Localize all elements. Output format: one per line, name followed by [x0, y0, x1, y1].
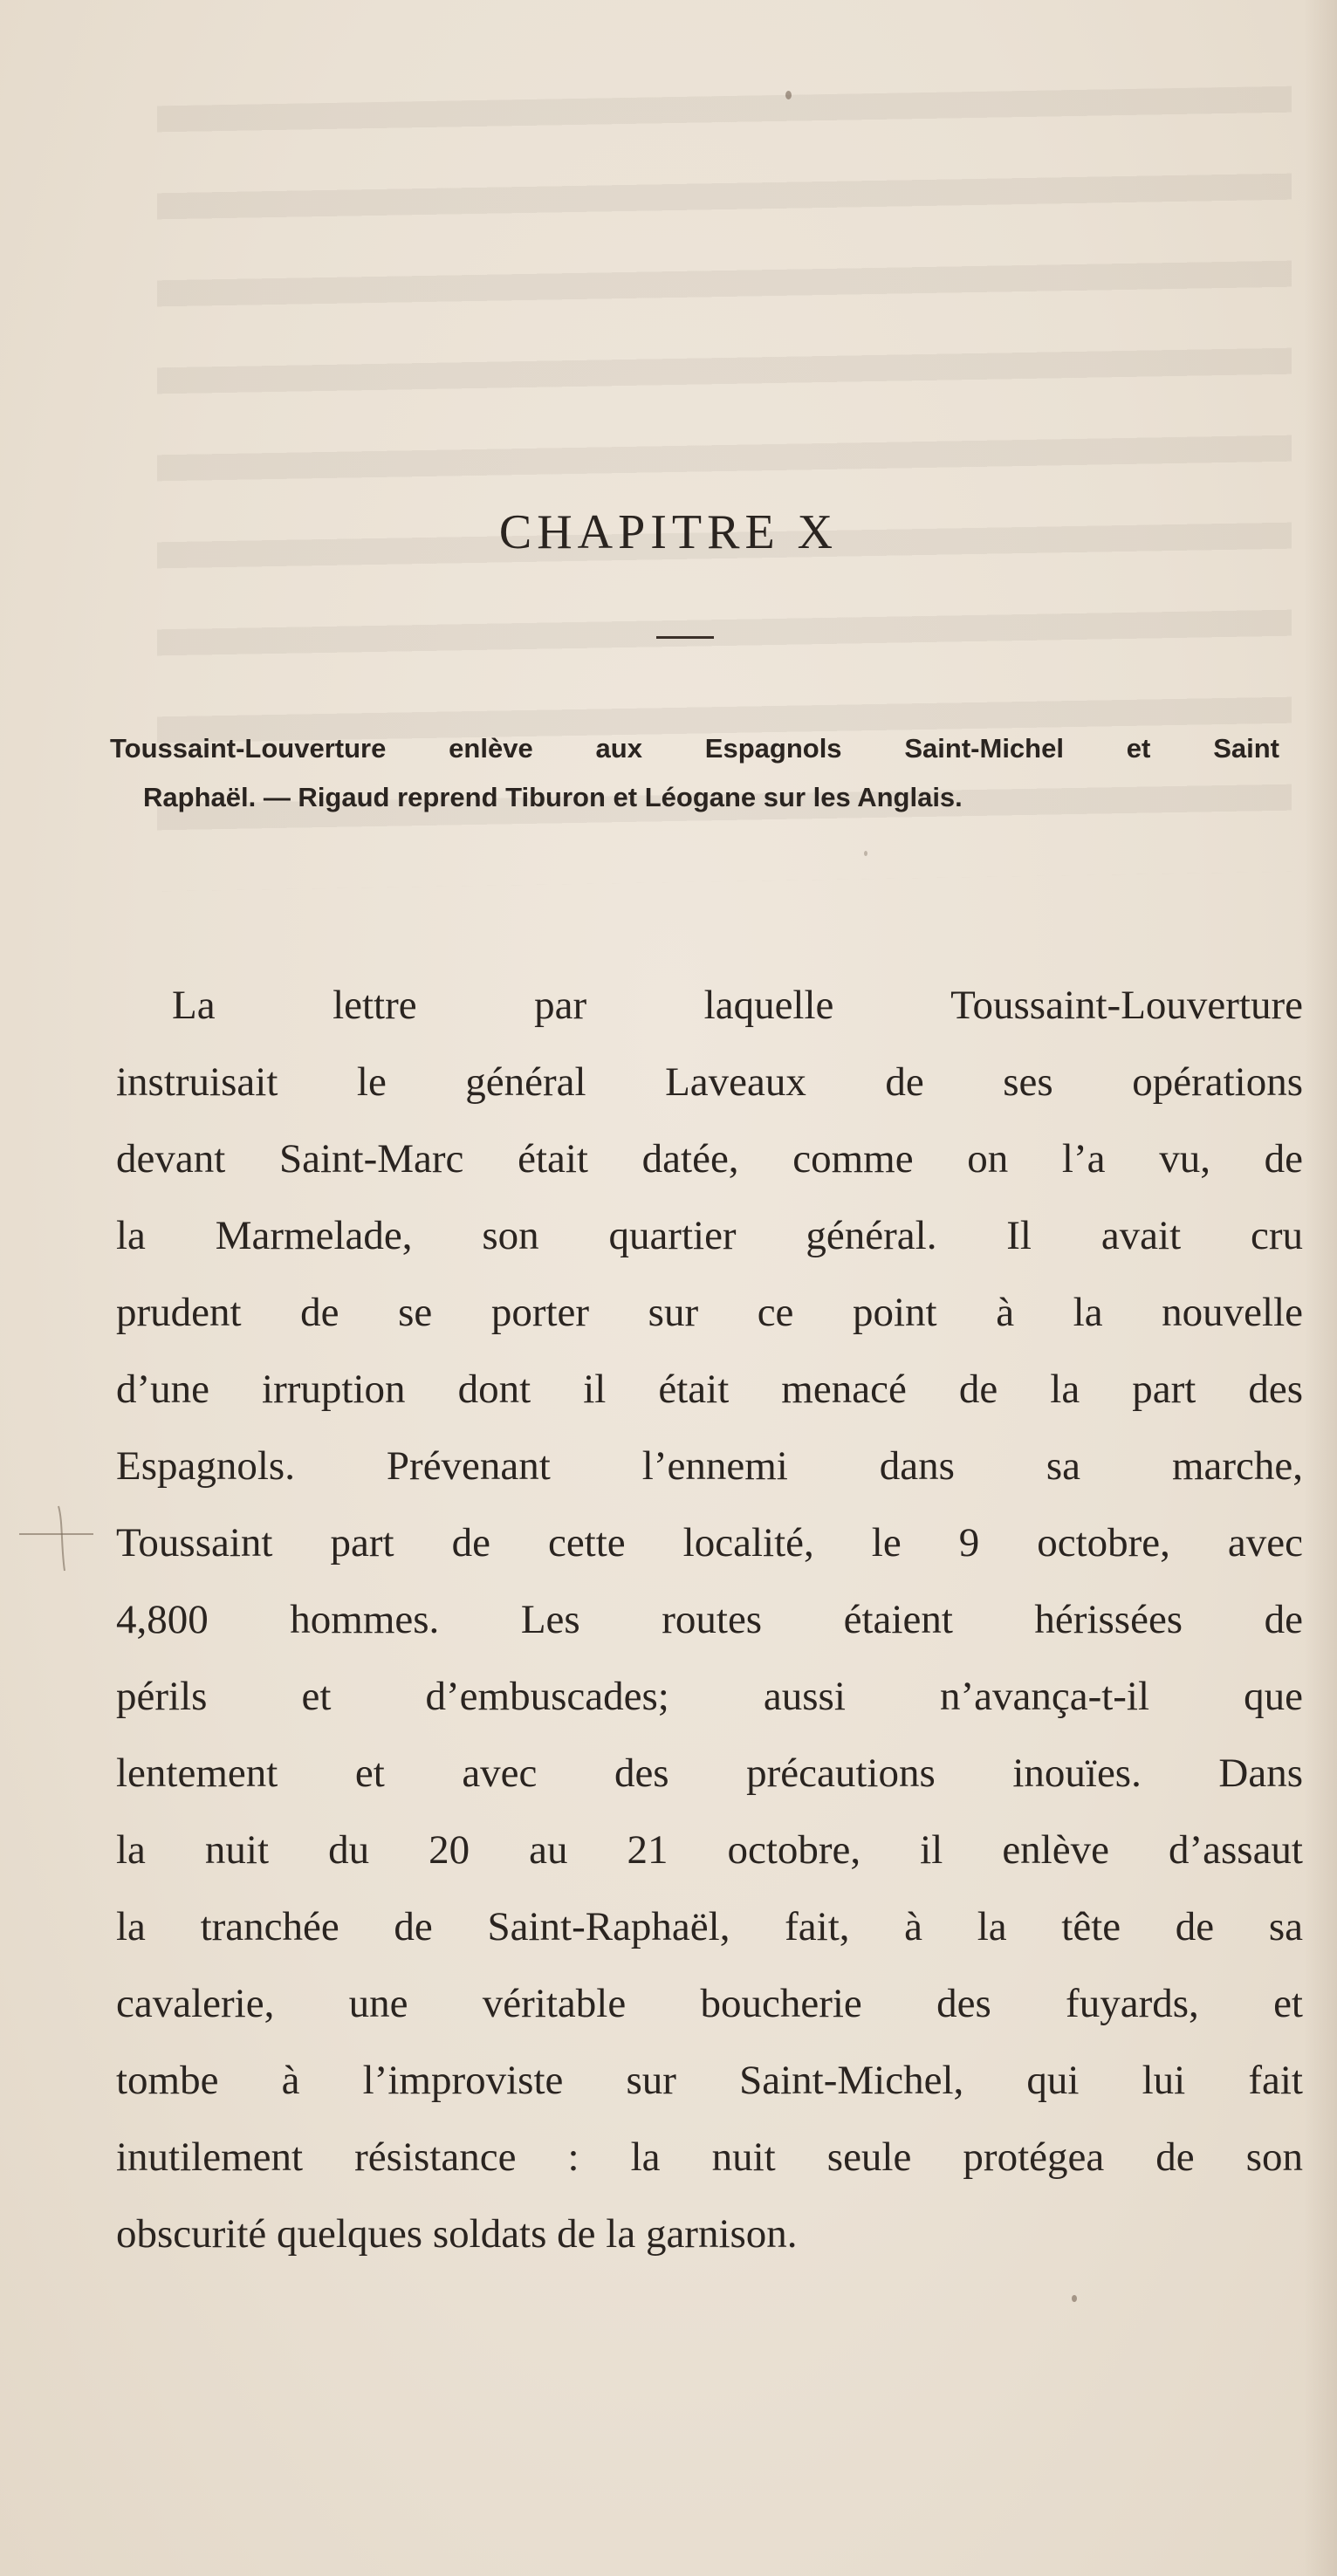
text-line: La lettre par laquelle Toussaint-Louverture — [172, 983, 1303, 1028]
title-rule — [656, 636, 714, 639]
text-line: Espagnols. Prévenant l’ennemi dans sa marche, — [116, 1443, 1303, 1489]
text-line: la tranchée de Saint-Raphaël, fait, à la tête de sa — [116, 1904, 1303, 1949]
text-line: cavalerie, une véritable boucherie des fuyards, et — [116, 1981, 1303, 2026]
chapter-summary — [110, 724, 1279, 822]
summary-line: Raphaël. — Rigaud reprend Tiburon et Léogane sur les Anglais. — [143, 782, 963, 812]
body-paragraph — [116, 967, 1303, 2272]
text-line: prudent de se porter sur ce point à la nouvelle — [116, 1290, 1303, 1335]
text-line: Toussaint part de cette localité, le 9 octobre, avec — [116, 1520, 1303, 1565]
text-line: la Marmelade, son quartier général. Il avait cru — [116, 1213, 1303, 1258]
text-line: instruisait le général Laveaux de ses opérations — [116, 1059, 1303, 1105]
text-line: périls et d’embuscades; aussi n’avança-t-il que — [116, 1674, 1303, 1719]
summary-line: Toussaint-Louverture enlève aux Espagnols Saint-Michel et Saint — [110, 733, 1279, 764]
text-line: obscurité quelques soldats de la garnison. — [116, 2211, 798, 2257]
text-line: la nuit du 20 au 21 octobre, il enlève d’assaut — [116, 1827, 1303, 1873]
paper-speck — [785, 91, 792, 99]
margin-pencil-mark — [10, 1499, 98, 1578]
text-line: devant Saint-Marc était datée, comme on l’a vu, de — [116, 1136, 1303, 1182]
page-edge-shadow — [1304, 0, 1337, 2576]
text-line: 4,800 hommes. Les routes étaient hérissées de — [116, 1597, 1303, 1642]
paper-speck — [864, 851, 867, 856]
text-line: inutilement résistance : la nuit seule protégea de son — [116, 2134, 1303, 2180]
text-line: tombe à l’improviste sur Saint-Michel, qui lui fait — [116, 2058, 1303, 2103]
paper-speck — [1072, 2295, 1077, 2302]
text-line: lentement et avec des précautions inouïes. Dans — [116, 1750, 1303, 1796]
text-line: d’une irruption dont il était menacé de la part des — [116, 1367, 1303, 1412]
chapter-title: CHAPITRE X — [498, 505, 839, 559]
